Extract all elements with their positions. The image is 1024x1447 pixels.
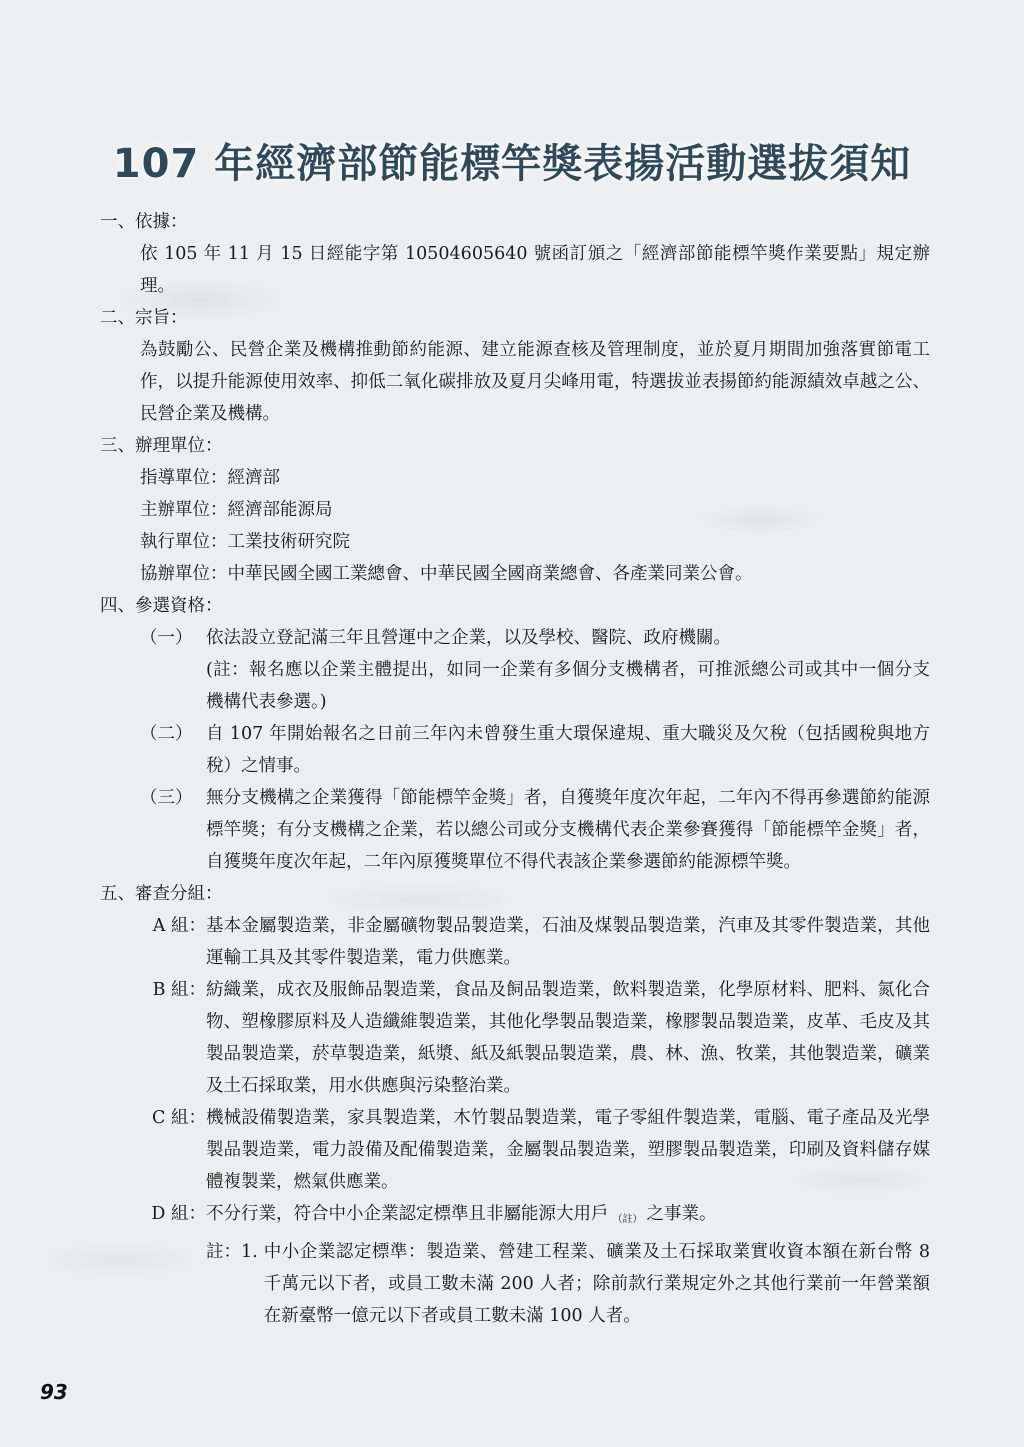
item-note: (註：報名應以企業主體提出，如同一企業有多個分支機構者，可推派總公司或其中一個分支機構代表參選。) [206,660,930,712]
section-3-heading: 三、辦理單位： [100,436,223,456]
group-label: B 組： [152,980,206,1000]
footnote-text: 中小企業認定標準：製造業、營建工程業、礦業及土石採取業實收資本額在新台幣 8 千萬元以下者，或員工數未滿 200 人者；除前款行業規定外之其他行業前一年營業額在新臺幣一億元以下者或員工數未滿 100 人者。 [263,1242,930,1326]
document-body [100,206,930,1332]
group-text: 基本金屬製造業，非金屬礦物製品製造業，石油及煤製品製造業，汽車及其零件製造業，其他運輸工具及其零件製造業，電力供應業。 [206,916,930,968]
group-c [100,1102,930,1198]
section-4-heading: 四、參選資格： [100,596,223,616]
section-4-item-2 [100,718,930,782]
group-text: 紡織業，成衣及服飾品製造業，食品及飼品製造業，飲料製造業，化學原材料、肥料、氮化合物、塑橡膠原料及人造纖維製造業，其他化學製品製造業，橡膠製品製造業，皮革、毛皮及其製品製造業，菸草製造業，紙漿、紙及紙製品製造業，農、林、漁、牧業，其他製造業，礦業及土石採取業，用水供應與污染整治業。 [206,980,930,1096]
group-d [100,1198,930,1236]
footnote-label: 註：1. [206,1242,258,1262]
group-label: A 組： [152,916,206,936]
item-label: （二） [140,724,193,744]
page-title: 107 年經濟部節能標竿獎表揚活動選拔須知 [112,141,912,187]
section-3-line-co-organizer: 協辦單位：中華民國全國工業總會、中華民國全國商業總會、各產業同業公會。 [140,564,753,584]
group-text [206,1198,930,1236]
section-2-heading: 二、宗旨： [100,308,188,328]
item-text: 無分支機構之企業獲得「節能標竿金獎」者，自獲獎年度次年起，二年內不得再參選節約能源標竿獎；有分支機構之企業，若以總公司或分支機構代表企業參賽獲得「節能標竿金獎」者，自獲獎年度次年起，二年內原獲獎單位不得代表該企業參選節約能源標竿獎。 [206,788,930,872]
section-5-heading: 五、審查分組： [100,884,223,904]
item-label: （三） [140,788,193,808]
group-d-text-b: 之事業。 [646,1204,717,1224]
item-text: 依法設立登記滿三年且營運中之企業，以及學校、醫院、政府機關。 [206,628,731,648]
item-label: （一） [140,628,193,648]
page-number: 93 [40,1380,68,1404]
footnote-marker: （註） [612,1214,643,1225]
section-4-item-3 [100,782,930,878]
footnote [100,1236,930,1332]
section-3-line-organizer: 主辦單位：經濟部能源局 [140,500,333,520]
group-label: D 組： [151,1204,206,1224]
section-4-item-1 [100,622,930,718]
group-d-text-a: 不分行業，符合中小企業認定標準且非屬能源大用戶 [206,1204,609,1224]
item-text: 自 107 年開始報名之日前三年內未曾發生重大環保違規、重大職災及欠稅（包括國稅與地方稅）之情事。 [206,724,930,776]
group-text: 機械設備製造業，家具製造業，木竹製品製造業，電子零組件製造業，電腦、電子產品及光學製品製造業，電力設備及配備製造業，金屬製品製造業，塑膠製品製造業，印刷及資料儲存媒體複製業，燃氣供應業。 [206,1108,930,1192]
section-1-body: 依 105 年 11 月 15 日經能字第 10504605640 號函訂頒之「經濟部節能標竿獎作業要點」規定辦理。 [140,244,930,296]
section-1-heading: 一、依據： [100,212,188,232]
section-3-line-executor: 執行單位：工業技術研究院 [140,532,350,552]
group-label: C 組： [152,1108,206,1128]
footnote-index: 1. [241,1242,258,1262]
group-b [100,974,930,1102]
group-a [100,910,930,974]
section-3-line-guidance: 指導單位：經濟部 [140,468,280,488]
section-2-body: 為鼓勵公、民營企業及機構推動節約能源、建立能源查核及管理制度，並於夏月期間加強落實節電工作，以提升能源使用效率、抑低二氧化碳排放及夏月尖峰用電，特選拔並表揚節約能源績效卓越之公、民營企業及機構。 [140,340,930,424]
